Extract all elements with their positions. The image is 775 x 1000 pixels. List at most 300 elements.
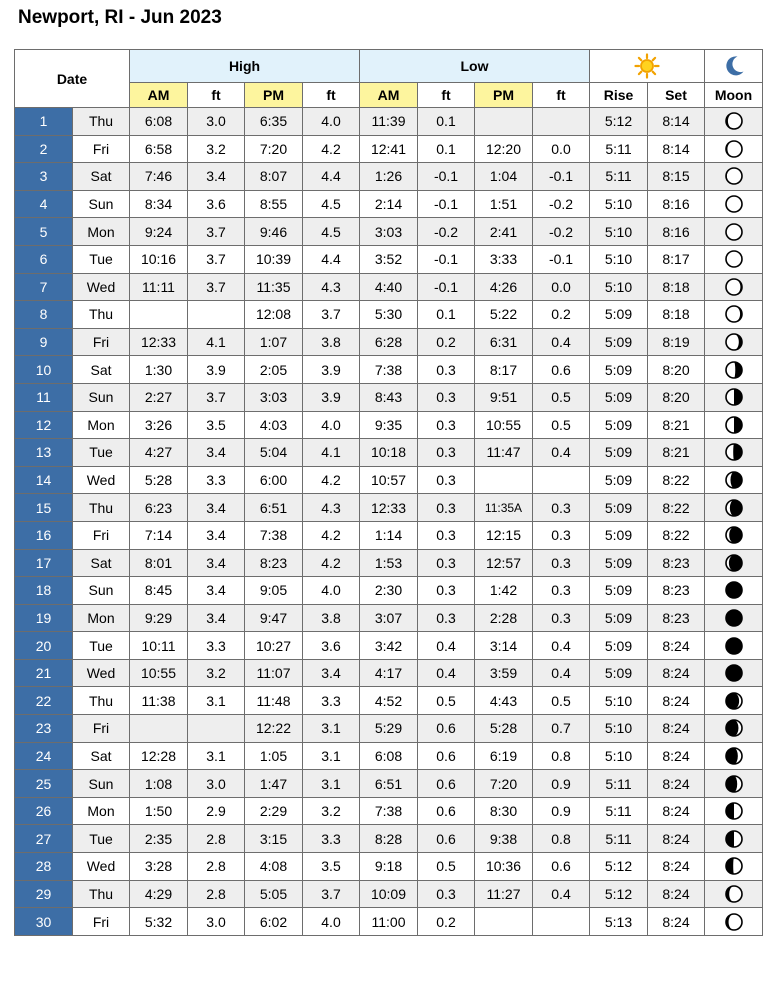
low-am-time: 9:18 (360, 853, 418, 881)
sunset-time: 8:20 (648, 383, 705, 411)
low-pm-height: 0.3 (533, 494, 590, 522)
high-pm-height: 4.2 (303, 135, 360, 163)
date-number: 26 (15, 797, 73, 825)
sunrise-time: 5:09 (590, 549, 648, 577)
table-row (15, 715, 763, 743)
high-pm-height: 3.3 (303, 687, 360, 715)
high-pm-time: 8:55 (245, 190, 303, 218)
high-pm-height: 4.2 (303, 521, 360, 549)
table-row (15, 245, 763, 273)
moon-phase (705, 715, 763, 743)
low-am-time: 1:26 (360, 163, 418, 191)
high-am-height: 3.4 (188, 439, 245, 467)
high-pm-height: 4.0 (303, 411, 360, 439)
moon-phase (705, 742, 763, 770)
weekday: Sat (73, 356, 130, 384)
high-pm-time: 6:00 (245, 466, 303, 494)
moon-phase-icon (724, 442, 744, 462)
high-am-height: 3.4 (188, 549, 245, 577)
moon-phase (705, 908, 763, 936)
low-am-height: 0.4 (418, 632, 475, 660)
high-pm-time: 9:05 (245, 577, 303, 605)
weekday: Fri (73, 328, 130, 356)
sunrise-time: 5:12 (590, 880, 648, 908)
moon-phase (705, 383, 763, 411)
table-row (15, 439, 763, 467)
moon-phase-icon (724, 166, 744, 186)
low-am-time: 4:17 (360, 659, 418, 687)
moon-phase (705, 356, 763, 384)
moon-phase-icon (724, 774, 744, 794)
high-am-time: 6:23 (130, 494, 188, 522)
low-pm-header: PM (475, 83, 533, 108)
high-am-time: 3:26 (130, 411, 188, 439)
low-am-height: 0.2 (418, 328, 475, 356)
low-am-height: 0.6 (418, 770, 475, 798)
weekday: Thu (73, 301, 130, 329)
table-row (15, 135, 763, 163)
date-number: 29 (15, 880, 73, 908)
low-pm-time: 6:19 (475, 742, 533, 770)
weekday: Sun (73, 770, 130, 798)
high-pm-height: 3.2 (303, 797, 360, 825)
low-pm-time: 1:51 (475, 190, 533, 218)
low-am-header: AM (360, 83, 418, 108)
high-am-height: 3.4 (188, 494, 245, 522)
weekday: Sat (73, 549, 130, 577)
high-pm-time: 2:29 (245, 797, 303, 825)
high-am-time: 7:46 (130, 163, 188, 191)
weekday: Tue (73, 439, 130, 467)
high-am-time: 5:32 (130, 908, 188, 936)
date-number: 24 (15, 742, 73, 770)
high-am-height: 3.0 (188, 908, 245, 936)
date-number: 19 (15, 604, 73, 632)
moon-phase (705, 108, 763, 136)
high-am-time: 8:34 (130, 190, 188, 218)
high-am-height (188, 301, 245, 329)
low-pm-time: 9:38 (475, 825, 533, 853)
table-row (15, 273, 763, 301)
low-am-height: -0.1 (418, 190, 475, 218)
high-am-height: 4.1 (188, 328, 245, 356)
high-pm-time: 3:03 (245, 383, 303, 411)
table-row (15, 356, 763, 384)
moon-phase (705, 770, 763, 798)
sunrise-time: 5:09 (590, 521, 648, 549)
high-am-height: 3.3 (188, 632, 245, 660)
sunrise-time: 5:09 (590, 328, 648, 356)
weekday: Tue (73, 632, 130, 660)
high-am-height: 3.7 (188, 273, 245, 301)
moon-phase-icon (724, 332, 744, 352)
low-pm-height: 0.4 (533, 632, 590, 660)
high-am-time: 10:55 (130, 659, 188, 687)
low-pm-height: 0.3 (533, 521, 590, 549)
sunset-time: 8:24 (648, 659, 705, 687)
moon-phase-icon (724, 194, 744, 214)
high-pm-height: 4.3 (303, 273, 360, 301)
moon-phase-icon (724, 829, 744, 849)
low-am-time: 3:42 (360, 632, 418, 660)
low-am-time: 8:43 (360, 383, 418, 411)
low-am-time: 4:40 (360, 273, 418, 301)
moon-phase-icon (724, 360, 744, 380)
low-am-height: -0.1 (418, 273, 475, 301)
sunrise-time: 5:13 (590, 908, 648, 936)
sunset-time: 8:24 (648, 908, 705, 936)
high-pm-height: 4.3 (303, 494, 360, 522)
sunset-time: 8:24 (648, 742, 705, 770)
high-pm-height: 3.1 (303, 742, 360, 770)
low-pm-time: 4:43 (475, 687, 533, 715)
low-pm-height: 0.3 (533, 549, 590, 577)
low-am-time: 10:18 (360, 439, 418, 467)
sunset-time: 8:24 (648, 797, 705, 825)
sunset-time: 8:24 (648, 687, 705, 715)
low-pm-time: 1:04 (475, 163, 533, 191)
high-am-height: 3.9 (188, 356, 245, 384)
low-pm-time: 12:20 (475, 135, 533, 163)
moon-phase-icon (724, 636, 744, 656)
high-pm-time: 5:05 (245, 880, 303, 908)
moon-phase-icon (724, 111, 744, 131)
sunrise-time: 5:11 (590, 825, 648, 853)
high-pm-time: 8:23 (245, 549, 303, 577)
sunrise-time: 5:11 (590, 770, 648, 798)
date-number: 11 (15, 383, 73, 411)
high-pm-time: 7:38 (245, 521, 303, 549)
table-row (15, 908, 763, 936)
high-pm-height: 3.8 (303, 328, 360, 356)
sunset-time: 8:15 (648, 163, 705, 191)
high-am-time: 2:35 (130, 825, 188, 853)
high-am-height: 3.7 (188, 245, 245, 273)
high-pm-height: 3.5 (303, 853, 360, 881)
weekday: Fri (73, 135, 130, 163)
date-number: 30 (15, 908, 73, 936)
sunset-time: 8:24 (648, 632, 705, 660)
moon-phase-icon (724, 525, 744, 545)
high-pm-time: 9:47 (245, 604, 303, 632)
high-am-height: 3.2 (188, 659, 245, 687)
low-am-height: 0.5 (418, 687, 475, 715)
low-pm-time: 2:28 (475, 604, 533, 632)
high-pm-height: 3.9 (303, 356, 360, 384)
sunset-time: 8:14 (648, 108, 705, 136)
table-row (15, 163, 763, 191)
low-am-time: 1:14 (360, 521, 418, 549)
high-am-height: 3.4 (188, 521, 245, 549)
date-number: 27 (15, 825, 73, 853)
moon-header-icon-cell (705, 50, 763, 83)
date-number: 5 (15, 218, 73, 246)
table-row (15, 190, 763, 218)
low-am-time: 11:39 (360, 108, 418, 136)
sunset-time: 8:21 (648, 439, 705, 467)
low-pm-time: 5:22 (475, 301, 533, 329)
high-pm-height: 4.4 (303, 245, 360, 273)
table-row (15, 797, 763, 825)
sunset-time: 8:24 (648, 715, 705, 743)
table-row (15, 825, 763, 853)
table-row (15, 577, 763, 605)
sunset-time: 8:21 (648, 411, 705, 439)
table-row (15, 770, 763, 798)
high-pm-time: 8:07 (245, 163, 303, 191)
sunset-time: 8:22 (648, 466, 705, 494)
date-number: 17 (15, 549, 73, 577)
table-row (15, 301, 763, 329)
table-row (15, 218, 763, 246)
high-am-time: 1:08 (130, 770, 188, 798)
table-row (15, 466, 763, 494)
low-am-height: 0.6 (418, 742, 475, 770)
high-am-time (130, 301, 188, 329)
moon-phase (705, 577, 763, 605)
sunset-time: 8:20 (648, 356, 705, 384)
low-pm-time (475, 908, 533, 936)
high-am-height: 2.9 (188, 797, 245, 825)
low-am-time: 3:52 (360, 245, 418, 273)
moon-phase (705, 853, 763, 881)
moon-phase (705, 494, 763, 522)
low-am-height: -0.1 (418, 163, 475, 191)
date-number: 6 (15, 245, 73, 273)
low-pm-height: 0.0 (533, 273, 590, 301)
high-am-height: 3.1 (188, 687, 245, 715)
low-pm-time (475, 466, 533, 494)
high-pm-height: 3.3 (303, 825, 360, 853)
sunset-time: 8:23 (648, 549, 705, 577)
low-pm-height: 0.2 (533, 301, 590, 329)
low-pm-time: 11:27 (475, 880, 533, 908)
sunrise-time: 5:10 (590, 245, 648, 273)
low-pm-height: 0.0 (533, 135, 590, 163)
moon-phase-icon (724, 277, 744, 297)
low-pm-height: 0.5 (533, 383, 590, 411)
moon-phase-icon (724, 553, 744, 573)
weekday: Thu (73, 494, 130, 522)
low-pm-time: 9:51 (475, 383, 533, 411)
page-title: Newport, RI - Jun 2023 (18, 7, 222, 28)
high-pm-time: 9:46 (245, 218, 303, 246)
low-am-time: 9:35 (360, 411, 418, 439)
low-pm-time: 7:20 (475, 770, 533, 798)
date-header: Date (15, 50, 130, 108)
high-pm-time: 12:08 (245, 301, 303, 329)
sunset-time: 8:17 (648, 245, 705, 273)
moon-phase (705, 273, 763, 301)
sunrise-header: Rise (590, 83, 648, 108)
low-am-time: 3:07 (360, 604, 418, 632)
sunset-time: 8:23 (648, 577, 705, 605)
high-am-height: 3.1 (188, 742, 245, 770)
date-number: 13 (15, 439, 73, 467)
weekday: Wed (73, 466, 130, 494)
high-pm-height: 3.4 (303, 659, 360, 687)
table-row (15, 853, 763, 881)
table-row (15, 604, 763, 632)
high-am-time: 9:24 (130, 218, 188, 246)
high-am-time (130, 715, 188, 743)
high-am-height: 3.4 (188, 577, 245, 605)
moon-phase-icon (724, 912, 744, 932)
high-am-height: 3.4 (188, 604, 245, 632)
low-am-height: 0.3 (418, 577, 475, 605)
low-pm-height: -0.2 (533, 190, 590, 218)
low-pm-time: 5:28 (475, 715, 533, 743)
low-pm-height: 0.4 (533, 439, 590, 467)
moon-phase (705, 218, 763, 246)
high-pm-height: 4.0 (303, 908, 360, 936)
high-pm-time: 1:07 (245, 328, 303, 356)
low-pm-height: 0.3 (533, 604, 590, 632)
low-pm-time: 3:33 (475, 245, 533, 273)
weekday: Fri (73, 715, 130, 743)
low-am-ft-header: ft (418, 83, 475, 108)
weekday: Fri (73, 521, 130, 549)
high-pm-time: 6:02 (245, 908, 303, 936)
sunset-time: 8:22 (648, 521, 705, 549)
high-pm-height: 4.2 (303, 466, 360, 494)
sun-header (590, 50, 705, 83)
sunrise-time: 5:09 (590, 604, 648, 632)
low-am-time: 10:57 (360, 466, 418, 494)
moon-phase-icon (724, 304, 744, 324)
high-am-height: 3.7 (188, 383, 245, 411)
date-number: 10 (15, 356, 73, 384)
moon-phase-icon (724, 746, 744, 766)
table-row (15, 108, 763, 136)
low-am-time: 6:51 (360, 770, 418, 798)
table-row (15, 742, 763, 770)
high-pm-time: 10:27 (245, 632, 303, 660)
low-am-height: 0.3 (418, 549, 475, 577)
low-pm-time: 8:17 (475, 356, 533, 384)
low-am-time: 12:41 (360, 135, 418, 163)
sunset-time: 8:16 (648, 190, 705, 218)
high-am-time: 4:29 (130, 880, 188, 908)
high-am-time: 9:29 (130, 604, 188, 632)
low-pm-height: 0.8 (533, 825, 590, 853)
sunset-time: 8:16 (648, 218, 705, 246)
high-pm-time: 11:48 (245, 687, 303, 715)
high-am-height: 3.4 (188, 163, 245, 191)
high-am-time: 8:45 (130, 577, 188, 605)
high-pm-height: 3.1 (303, 770, 360, 798)
sunrise-time: 5:11 (590, 135, 648, 163)
moon-phase-icon (724, 387, 744, 407)
low-pm-height (533, 466, 590, 494)
sunrise-time: 5:09 (590, 494, 648, 522)
moon-phase-icon (724, 498, 744, 518)
sunrise-time: 5:09 (590, 356, 648, 384)
moon-phase (705, 659, 763, 687)
low-am-height: 0.6 (418, 825, 475, 853)
sunset-time: 8:24 (648, 880, 705, 908)
low-am-height: 0.5 (418, 853, 475, 881)
moon-phase-icon (724, 580, 744, 600)
weekday: Mon (73, 218, 130, 246)
low-pm-time: 1:42 (475, 577, 533, 605)
moon-phase (705, 245, 763, 273)
sunrise-time: 5:12 (590, 108, 648, 136)
high-pm-time: 4:08 (245, 853, 303, 881)
moon-phase (705, 466, 763, 494)
high-am-time: 10:16 (130, 245, 188, 273)
weekday: Sun (73, 577, 130, 605)
low-pm-height: 0.7 (533, 715, 590, 743)
sunset-time: 8:18 (648, 301, 705, 329)
sunset-time: 8:14 (648, 135, 705, 163)
low-am-height: 0.6 (418, 715, 475, 743)
moon-phase (705, 328, 763, 356)
low-am-time: 7:38 (360, 356, 418, 384)
moon-phase (705, 439, 763, 467)
high-pm-header: PM (245, 83, 303, 108)
high-pm-height: 3.7 (303, 301, 360, 329)
moon-phase (705, 604, 763, 632)
low-am-height: 0.3 (418, 356, 475, 384)
moon-phase-icon (724, 801, 744, 821)
high-am-header: AM (130, 83, 188, 108)
moon-phase-icon (724, 139, 744, 159)
low-pm-height: 0.9 (533, 797, 590, 825)
sunset-time: 8:24 (648, 770, 705, 798)
low-am-time: 12:33 (360, 494, 418, 522)
moon-phase (705, 163, 763, 191)
low-am-height: 0.3 (418, 521, 475, 549)
high-am-height: 3.3 (188, 466, 245, 494)
date-number: 20 (15, 632, 73, 660)
weekday: Tue (73, 825, 130, 853)
weekday: Sat (73, 163, 130, 191)
weekday: Thu (73, 108, 130, 136)
low-pm-time: 3:14 (475, 632, 533, 660)
low-am-height: -0.2 (418, 218, 475, 246)
moon-phase (705, 880, 763, 908)
moon-phase (705, 825, 763, 853)
low-am-time: 2:30 (360, 577, 418, 605)
sunrise-time: 5:11 (590, 797, 648, 825)
moon-phase-icon (724, 718, 744, 738)
table-row (15, 383, 763, 411)
high-am-time: 6:08 (130, 108, 188, 136)
high-pm-time: 6:51 (245, 494, 303, 522)
low-am-height: 0.1 (418, 108, 475, 136)
date-number: 14 (15, 466, 73, 494)
date-number: 3 (15, 163, 73, 191)
low-am-time: 6:28 (360, 328, 418, 356)
weekday: Sun (73, 190, 130, 218)
moon-phase (705, 135, 763, 163)
moon-phase-icon (724, 884, 744, 904)
sunrise-time: 5:09 (590, 301, 648, 329)
moon-phase-icon (724, 663, 744, 683)
high-am-time: 7:14 (130, 521, 188, 549)
moon-phase (705, 797, 763, 825)
high-am-time: 3:28 (130, 853, 188, 881)
date-number: 21 (15, 659, 73, 687)
low-pm-height: 0.5 (533, 687, 590, 715)
high-am-time: 5:28 (130, 466, 188, 494)
sunrise-time: 5:09 (590, 577, 648, 605)
high-am-height: 2.8 (188, 825, 245, 853)
tide-table (14, 49, 763, 936)
low-am-time: 11:00 (360, 908, 418, 936)
sunrise-time: 5:09 (590, 659, 648, 687)
